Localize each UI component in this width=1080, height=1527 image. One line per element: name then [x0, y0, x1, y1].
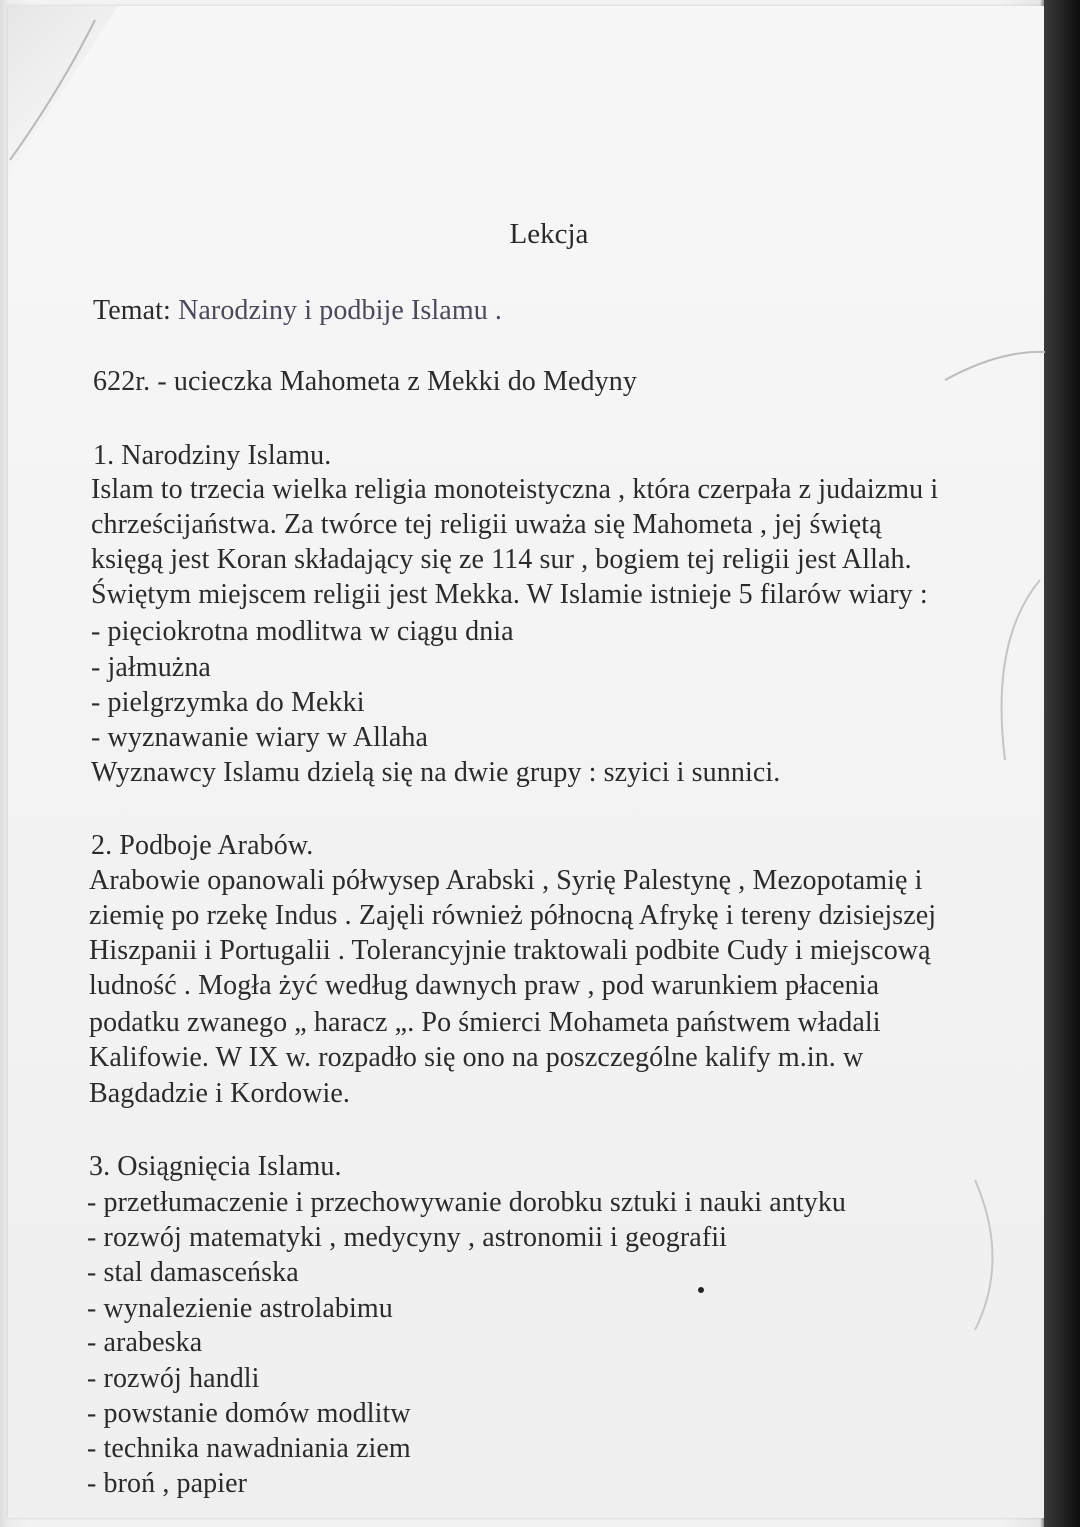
section-line: Bagdadzie i Kordowie.: [89, 1078, 351, 1109]
section-line: ziemię po rzekę Indus . Zajęli również północną Afrykę i tereny dzisiejszej: [89, 900, 937, 931]
topic-line: [93, 293, 502, 328]
list-item: - technika nawadniania ziem: [87, 1433, 411, 1464]
topic-label: Temat:: [93, 295, 171, 326]
section-line: Hiszpanii i Portugalii . Tolerancyjnie traktowali podbite Cudy i miejscową: [89, 935, 931, 966]
section-line: Islam to trzecia wielka religia monoteistyczna , która czerpała z judaizmu i: [91, 474, 939, 505]
section-line: chrześcijaństwa. Za twórce tej religii uważa się Mahometa , jej świętą: [91, 509, 882, 540]
section-line: Świętym miejscem religii jest Mekka. W Islamie istnieje 5 filarów wiary :: [91, 579, 928, 610]
list-item: - rozwój handli: [87, 1363, 260, 1394]
section-line: księgą jest Koran składający się ze 114 sur , bogiem tej religii jest Allah.: [91, 544, 912, 575]
list-item: - przetłumaczenie i przechowywanie dorobku sztuki i nauki antyku: [87, 1187, 847, 1218]
list-item: - rozwój matematyki , medycyny , astronomii i geografii: [87, 1222, 727, 1253]
section-line: Wyznawcy Islamu dzielą się na dwie grupy : szyici i sunnici.: [91, 757, 781, 788]
list-item: - jałmużna: [91, 652, 211, 683]
list-item: - broń , papier: [87, 1468, 248, 1499]
list-item: - powstanie domów modlitw: [87, 1398, 411, 1429]
section-heading: 2. Podboje Arabów.: [91, 830, 314, 861]
section-line: Arabowie opanowali półwysep Arabski , Syrię Palestynę , Mezopotamię i: [89, 865, 923, 896]
section-heading: 1. Narodziny Islamu.: [93, 440, 332, 471]
list-item: - stal damasceńska: [87, 1257, 299, 1288]
section-line: podatku zwanego „ haracz „. Po śmierci Mohameta państwem władali: [89, 1007, 881, 1038]
section-line: ludność . Mogła żyć według dawnych praw , pod warunkiem płacenia: [89, 970, 880, 1001]
topic-value: Narodziny i podbije Islamu .: [178, 295, 503, 326]
section-line: Kalifowie. W IX w. rozpadło się ono na poszczególne kalify m.in. w: [89, 1042, 864, 1073]
page-title: Lekcja: [509, 218, 589, 250]
date-line: 622r. - ucieczka Mahometa z Mekki do Medyny: [93, 366, 637, 397]
list-item: - arabeska: [87, 1327, 203, 1358]
list-item: - pięciokrotna modlitwa w ciągu dnia: [91, 616, 514, 647]
list-item: - wynalezienie astrolabimu: [87, 1293, 393, 1324]
list-item: - wyznawanie wiary w Allaha: [91, 722, 429, 753]
list-item: - pielgrzymka do Mekki: [91, 687, 365, 718]
section-heading: 3. Osiągnięcia Islamu.: [89, 1151, 342, 1182]
